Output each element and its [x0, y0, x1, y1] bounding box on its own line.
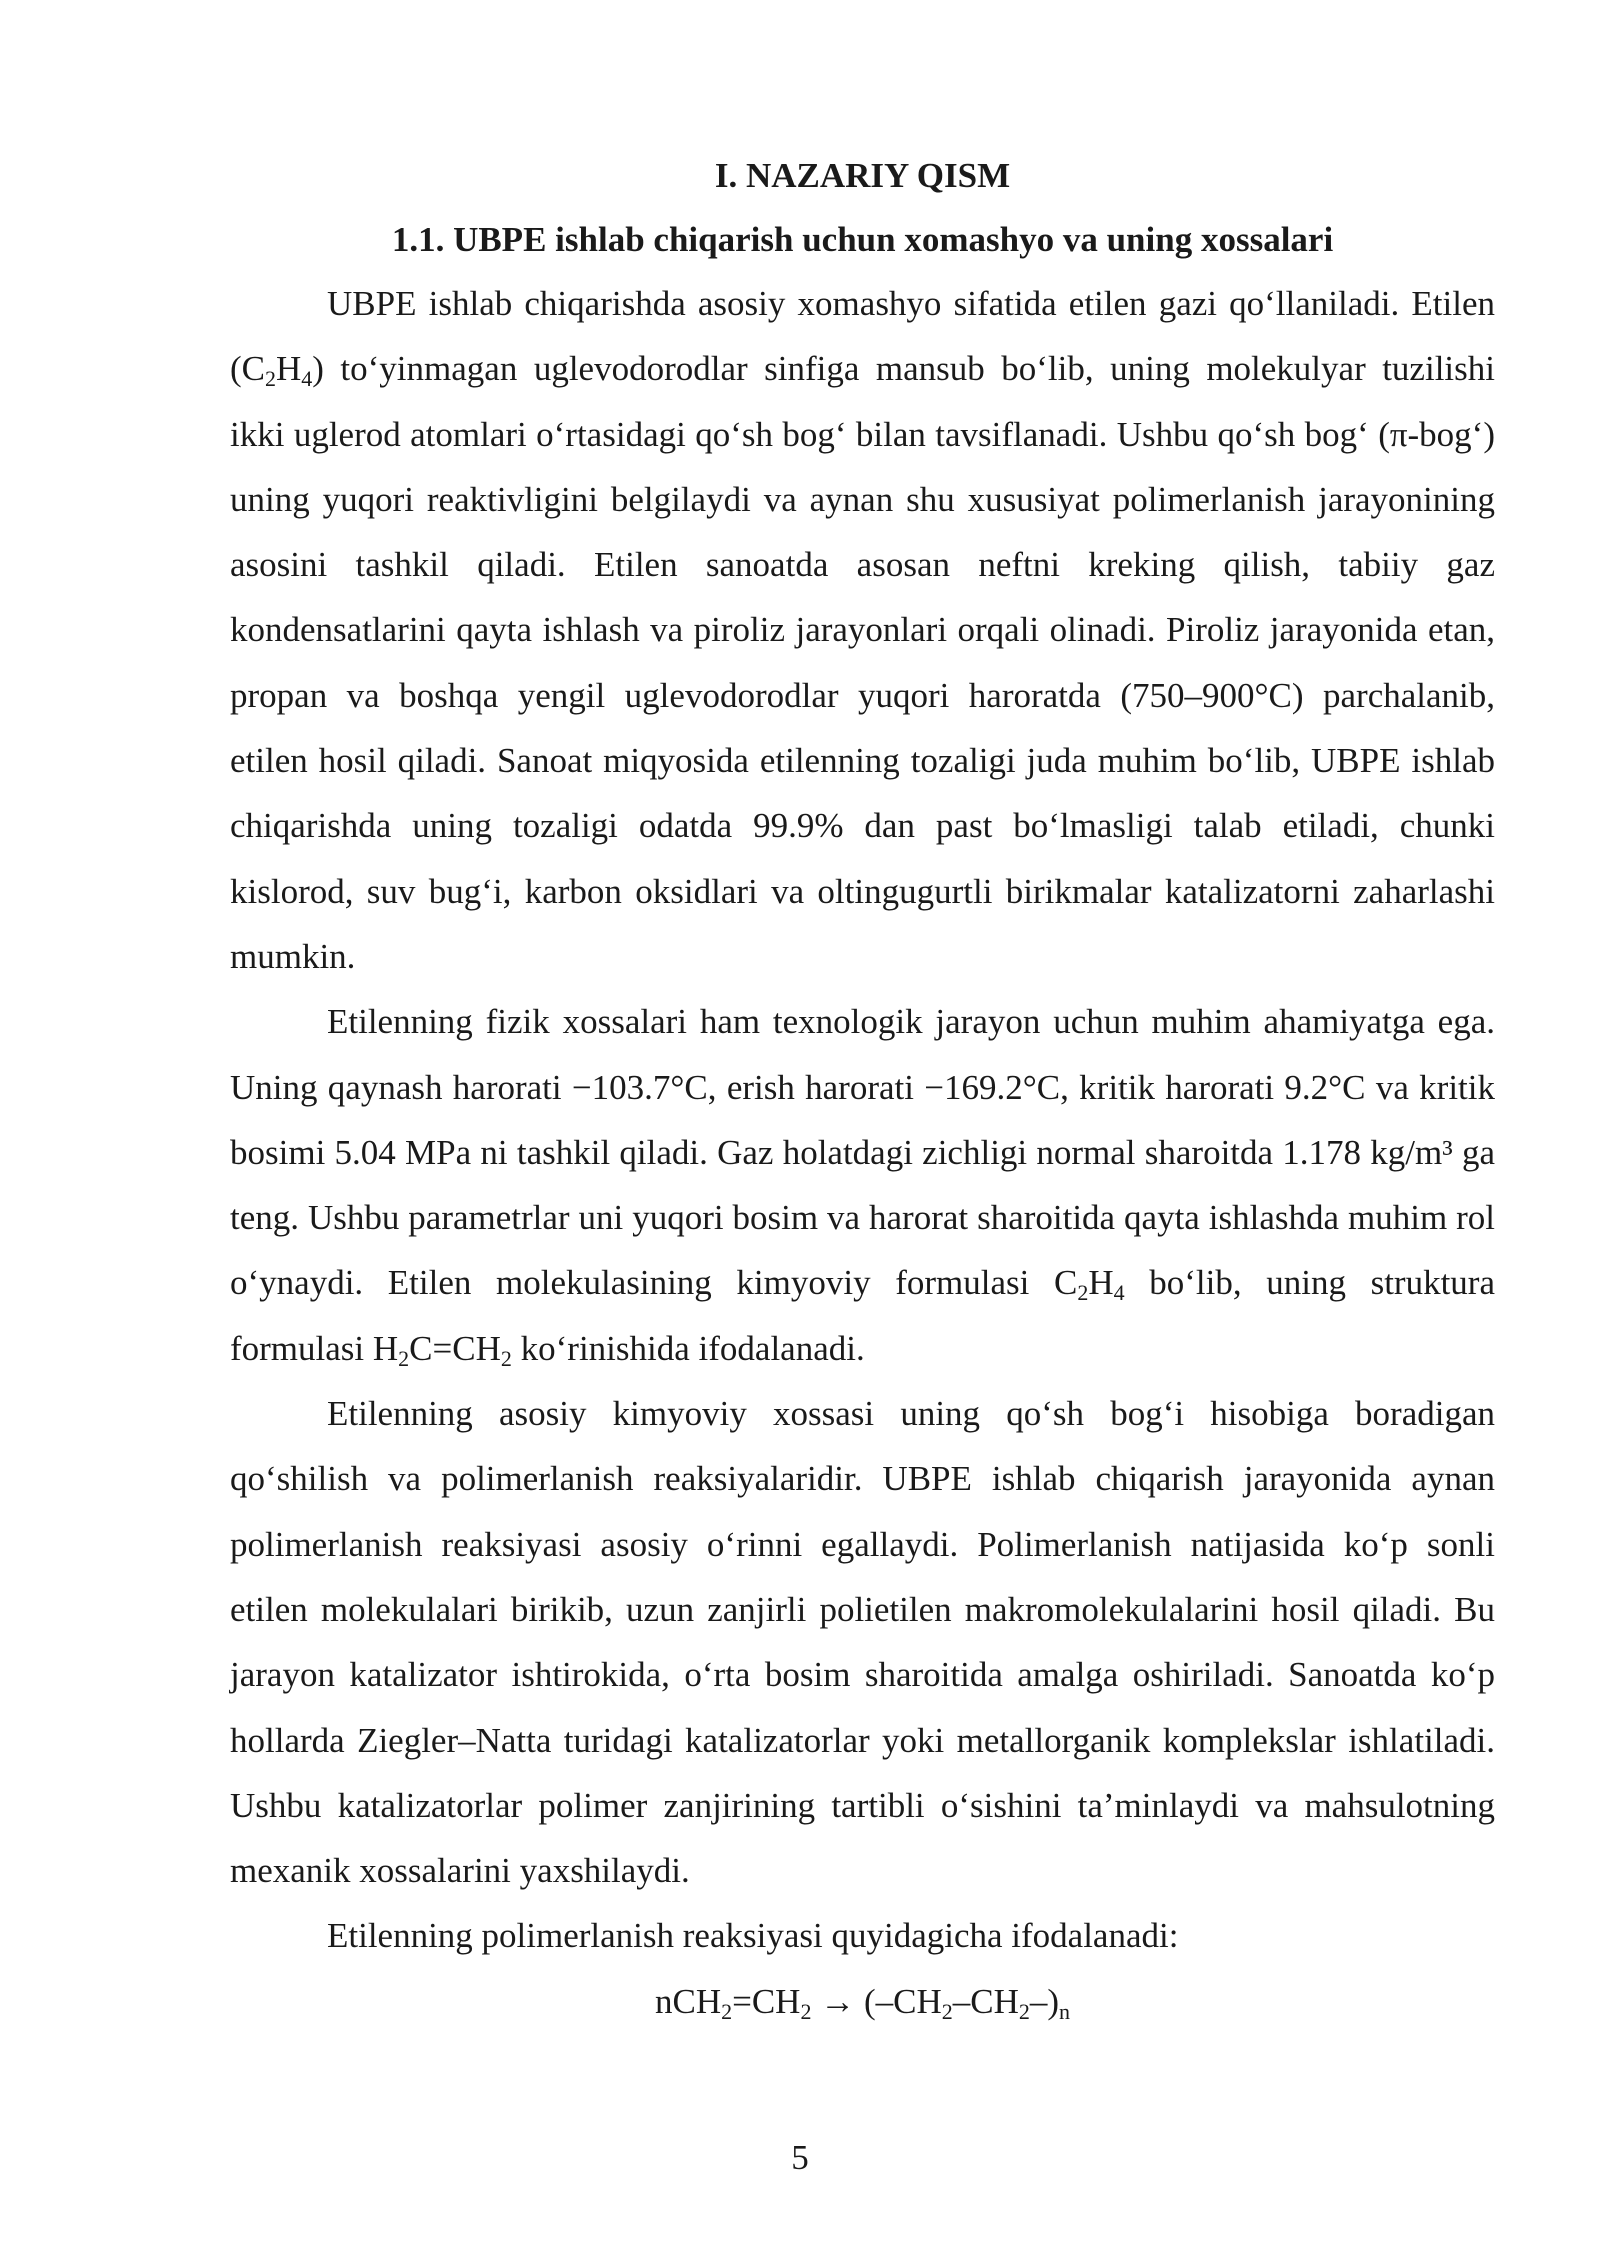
polymerization-formula [230, 1969, 1495, 2034]
formula-sub-4: 2 [1018, 1998, 1030, 2024]
p2-sub-1: 2 [1077, 1280, 1089, 1306]
formula-a: nCH [654, 1981, 722, 2021]
p2-text-c: bo‘lib, uning struktura formulasi H [230, 1263, 1495, 1368]
paragraph-2 [230, 989, 1495, 1381]
p2-sub-3: 2 [398, 1345, 410, 1371]
formula-e: –) [1029, 1981, 1060, 2021]
p1-sub-1: 2 [265, 366, 276, 392]
formula-sub-1: 2 [721, 1998, 733, 2024]
p1-sub-2: 4 [301, 366, 313, 392]
subsection-heading: 1.1. UBPE ishlab chiqarish uchun xomashyo va uning xossalari [391, 220, 1334, 259]
formula-b: =CH [732, 1981, 801, 2021]
p2-text-e: ko‘rinishida ifodalanadi. [511, 1328, 865, 1368]
page-number: 5 [791, 2138, 809, 2177]
p1-text-c: ) to‘yinmagan uglevodorodlar sinfiga mansub bo‘lib, uning molekulyar tuzilishi ikki uglerod atomlari o‘rtasidagi qo‘sh bog‘ bilan tavsiflanadi. Ushbu qo‘sh bog‘ (π-bog‘) uning yuqori reaktivligini belgilaydi va aynan shu xususiyat polimerlanish jarayonining asosini tashkil qiladi. Etilen sanoatda asosan neftni kreking qilish, tabiiy gaz kondensatlarini qayta ishlash va piroliz jarayonlari orqali olinadi. Piroliz jarayonida etan, propan va boshqa yengil uglevodorodlar yuqori haroratda (750–900°C) parchalanib, etilen hosil qiladi. Sanoat miqyosida etilenning tozaligi juda muhim bo‘lib, UBPE ishlab chiqarishda uning tozaligi odatda 99.9% dan past bo‘lmasligi talab etiladi, chunki kislorod, suv bug‘i, karbon oksidlari va oltingugurtli birikmalar katalizatorni zaharlashi mumkin. [230, 349, 1495, 976]
formula-sub-2: 2 [800, 1998, 812, 2024]
section-heading: I. NAZARIY QISM [714, 156, 1011, 195]
document-page [230, 148, 1495, 2034]
formula-c: → (–CH [811, 1981, 942, 2021]
p1-text-a: UBPE ishlab chiqarishda asosiy xomashyo sifatida etilen gazi qo‘llaniladi. Etilen (C [230, 284, 1495, 389]
p2-text-b: H [1088, 1263, 1114, 1303]
p2-text-d: C=CH [409, 1328, 501, 1368]
paragraph-1 [230, 271, 1495, 989]
formula-d: –CH [952, 1981, 1019, 2021]
p2-sub-4: 2 [500, 1345, 512, 1371]
p1-text-b: H [276, 349, 302, 389]
paragraph-4: Etilenning polimerlanish reaksiyasi quyidagicha ifodalanadi: [327, 1916, 1179, 1956]
formula-sub-3: 2 [941, 1998, 953, 2024]
p2-sub-2: 4 [1113, 1280, 1125, 1306]
p2-text-a: Etilenning fizik xossalari ham texnologik jarayon uchun muhim ahamiyatga ega. Uning qaynash harorati −103.7°C, erish harorati −169.2°C, kritik harorati 9.2°C va kritik bosimi 5.04 MPa ni tashkil qiladi. Gaz holatdagi zichligi normal sharoitda 1.178 kg/m³ ga teng. Ushbu parametrlar uni yuqori bosim va harorat sharoitida qayta ishlashda muhim rol o‘ynaydi. Etilen molekulasining kimyoviy formulasi C [230, 1002, 1495, 1303]
formula-sub-5: n [1059, 1998, 1071, 2024]
paragraph-3: Etilenning asosiy kimyoviy xossasi uning qo‘sh bog‘i hisobiga boradigan qo‘shilish va polimerlanish reaksiyalaridir. UBPE ishlab chiqarish jarayonida aynan polimerlanish reaksiyasi asosiy o‘rinni egallaydi. Polimerlanish natijasida ko‘p sonli etilen molekulalari birikib, uzun zanjirli polietilen makromolekulalarini hosil qiladi. Bu jarayon katalizator ishtirokida, o‘rta bosim sharoitida amalga oshiriladi. Sanoatda ko‘p hollarda Ziegler–Natta turidagi katalizatorlar yoki metallorganik komplekslar ishlatiladi. Ushbu katalizatorlar polimer zanjirining tartibli o‘sishini ta’minlaydi va mahsulotning mexanik xossalarini yaxshilaydi. [230, 1394, 1495, 1891]
